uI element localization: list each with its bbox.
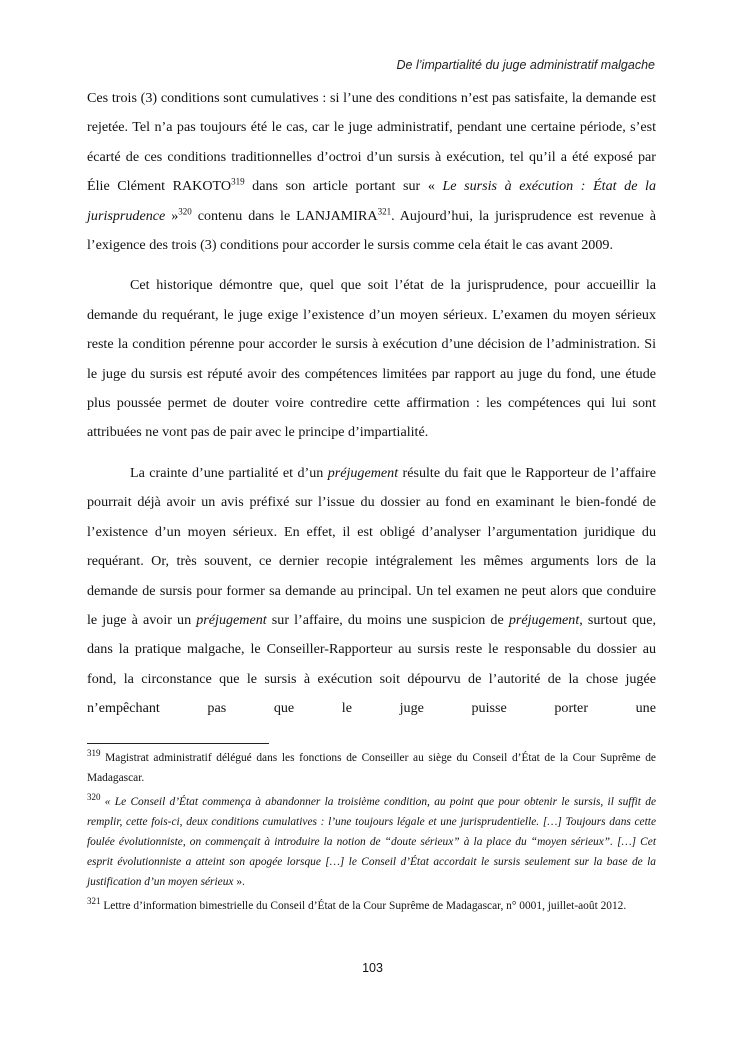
p3-text-3: sur l’affaire, du moins une suspicion de	[266, 611, 509, 628]
footnote-ref-321[interactable]: 321	[377, 205, 392, 216]
p3-emphasis-3: préjugement	[508, 611, 580, 628]
running-header: De l’impartialité du juge administratif malgache	[396, 58, 655, 72]
paragraph-2: Cet historique démontre que, quel que soit l’état de la jurisprudence, pour accueillir la demande du requérant, le juge exige l’existence d’un moyen sérieux. L’examen du moyen sérieux reste la condition pérenne pour accorder le sursis à exécution d’une décision de l’administration. Si le juge du sursis est réputé avoir des compétences limitées par rapport au juge du fond, une étude plus poussée permet de douter voire contredire cette affirmation : les compétences qui lui sont attribuées ne vont pas de pair avec le principe d’impartialité.	[87, 277, 656, 441]
p1-text-2: dans son article portant sur «	[244, 178, 443, 195]
footnote-text: Magistrat administratif délégué dans les fonctions de Conseiller au siège du Conseil d’État de la Cour Suprême de Madagascar.	[87, 752, 656, 784]
p1-text-5: . Aujourd’hui, la jurisprudence est revenue à l’exigence des trois (3) conditions pour accorder le sursis comme cela était le cas avant 2009.	[87, 207, 656, 254]
p1-text-4: contenu dans le LANJAMIRA	[191, 207, 378, 224]
p3-emphasis-2: préjugement	[196, 611, 267, 628]
footnote-separator	[87, 743, 269, 744]
footnote-number: 320	[87, 792, 101, 803]
footnote-number: 319	[87, 748, 101, 759]
p3-text-1: La crainte d’une partialité et d’un	[130, 464, 328, 481]
p3-text-2: résulte du fait que le Rapporteur de l’affaire pourrait déjà avoir un avis préfixé sur l’issue du dossier au fond en examinant le bien-fondé de l’existence d’un moyen sérieux. En effet, il est obligé d’analyser l’argumentation juridique du requérant. Or, très souvent, ce dernier recopie intégralement les mêmes arguments lors de la demande de sursis pour former sa demande au principal. Un tel examen ne peut alors que conduire le juge à avoir un	[87, 464, 656, 628]
footnotes	[87, 748, 656, 920]
footnote-ref-319[interactable]: 319	[231, 176, 245, 187]
footnote-321	[87, 896, 656, 916]
footnote-319	[87, 748, 656, 788]
paragraph-3	[87, 459, 656, 724]
p3-text-4: , surtout que, dans la pratique malgache, le Conseiller-Rapporteur au sursis reste le responsable du dossier au fond, la circonstance que le sursis à exécution soit dépourvu de l’autorité de la chose jugée n’empêchant pas que le juge puisse porter une	[87, 611, 657, 717]
footnote-text: « Le Conseil d’État commença à abandonner la troisième condition, au point que pour obtenir le sursis, il suffit de remplir, cette fois-ci, deux conditions cumulatives : l’une toujours légale et une jurisprudentielle. […] Toujours dans cette foulée évolutionniste, on commençait à introduire la notion de “doute sérieux” à la place du “moyen sérieux”. […] Cet esprit évolutionniste a atteint son apogée lorsque […] le Conseil d’État accordait le sursis seulement sur la base de la justification d’un moyen sérieux	[87, 796, 656, 888]
footnote-320	[87, 792, 656, 892]
article-title: Le sursis à exécution : État de la jurisprudence	[87, 178, 656, 224]
body-text	[87, 84, 656, 735]
footnote-number: 321	[87, 896, 101, 907]
footnote-text: Lettre d’information bimestrielle du Conseil d’État de la Cour Suprême de Madagascar, n° 0001, juillet-août 2012.	[100, 900, 627, 912]
footnote-closing: ».	[233, 876, 245, 888]
page-number: 103	[362, 961, 383, 975]
footnote-ref-320[interactable]: 320	[178, 205, 192, 216]
p3-emphasis-1: préjugement	[327, 464, 399, 481]
paragraph-1	[87, 84, 656, 260]
p1-text-3: »	[165, 207, 179, 224]
p1-text-1: Ces trois (3) conditions sont cumulatives : si l’une des conditions n’est pas satisfaite, la demande est rejetée. Tel n’a pas toujours été le cas, car le juge administratif, pendant une certaine période, s’est écarté de ces conditions traditionnelles d’octroi d’un sursis à exécution, tel qu’il a été exposé par Élie Clément RAKOTO	[87, 90, 656, 195]
